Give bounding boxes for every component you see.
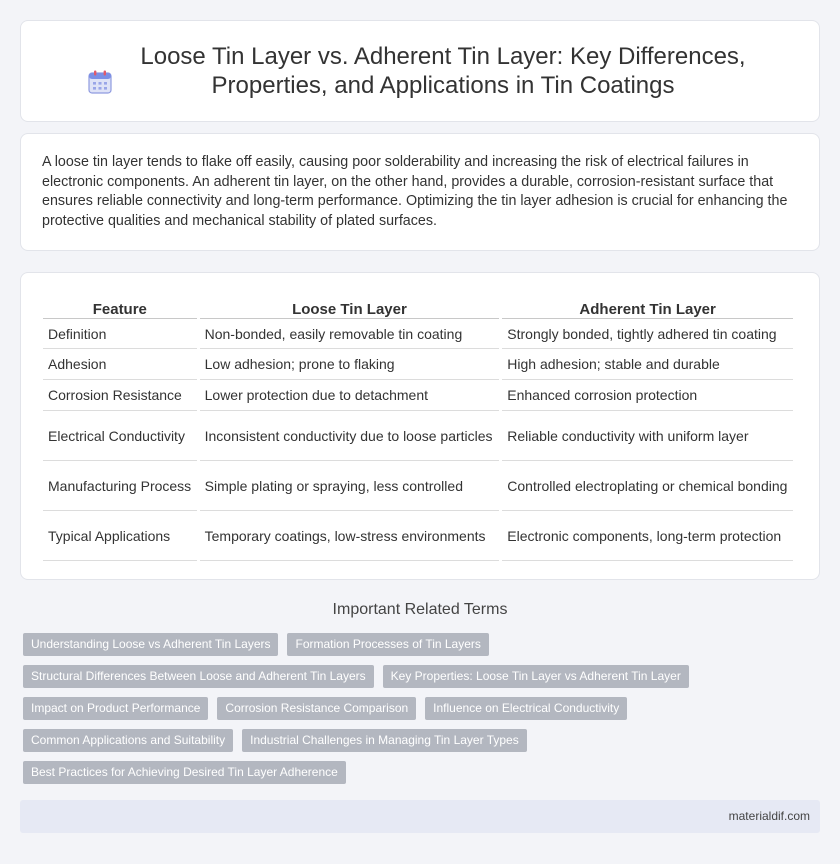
table-cell: Low adhesion; prone to flaking [200, 349, 500, 380]
tag-link[interactable]: Impact on Product Performance [23, 697, 208, 720]
footer [20, 800, 820, 833]
table-row [43, 319, 793, 349]
tag-link[interactable]: Industrial Challenges in Managing Tin Layer Types [242, 729, 527, 752]
tag-link[interactable]: Influence on Electrical Conductivity [425, 697, 627, 720]
tag-row [23, 697, 813, 720]
tag-link[interactable]: Formation Processes of Tin Layers [287, 633, 488, 656]
table-cell: Electronic components, long-term protection [502, 511, 793, 561]
table-cell: Lower protection due to detachment [200, 380, 500, 411]
table-cell: Simple plating or spraying, less controlled [200, 461, 500, 511]
table-cell: Adhesion [43, 349, 197, 380]
table-cell: Typical Applications [43, 511, 197, 561]
table-row [43, 461, 793, 511]
footer-site[interactable]: materialdif.com [728, 809, 810, 823]
table-cell: Controlled electroplating or chemical bonding [502, 461, 793, 511]
table-cell: Non-bonded, easily removable tin coating [200, 319, 500, 349]
title-wrap [87, 42, 753, 100]
table-cell: Enhanced corrosion protection [502, 380, 793, 411]
header-adherent: Adherent Tin Layer [502, 293, 793, 319]
table-card [20, 272, 820, 580]
table-row [43, 380, 793, 411]
calendar-icon [87, 69, 113, 95]
tag-link[interactable]: Structural Differences Between Loose and Adherent Tin Layers [23, 665, 374, 688]
tag-row [23, 665, 813, 688]
title-card [20, 20, 820, 122]
related-terms-title: Important Related Terms [332, 601, 508, 618]
tag-link[interactable]: Understanding Loose vs Adherent Tin Layers [23, 633, 278, 656]
table-row [43, 511, 793, 561]
table-cell: Definition [43, 319, 197, 349]
table-row [43, 349, 793, 380]
table-cell: Reliable conductivity with uniform layer [502, 411, 793, 461]
tag-row [23, 633, 813, 656]
tag-link[interactable]: Common Applications and Suitability [23, 729, 233, 752]
table-header-row [43, 293, 793, 319]
header-feature: Feature [43, 293, 197, 319]
table-cell: Corrosion Resistance [43, 380, 197, 411]
table-cell: Electrical Conductivity [43, 411, 197, 461]
header-loose: Loose Tin Layer [200, 293, 500, 319]
tag-row [23, 761, 813, 784]
intro-text: A loose tin layer tends to flake off easily, causing poor solderability and increasing the risk of electrical failures in electronic components. An adherent tin layer, on the other hand, provides a durable, corrosion-resistant surface that ensures reliable connectivity and long-term performance. Optimizing the tin layer adhesion is crucial for enhancing the protective qualities and mechanical stability of plated surfaces. [42, 154, 788, 229]
table-cell: Strongly bonded, tightly adhered tin coating [502, 319, 793, 349]
tag-link[interactable]: Best Practices for Achieving Desired Tin Layer Adherence [23, 761, 346, 784]
table-row [43, 411, 793, 461]
page-title: Loose Tin Layer vs. Adherent Tin Layer: Key Differences, Properties, and Applications in Tin Coatings [140, 43, 746, 99]
table-cell: Temporary coatings, low-stress environments [200, 511, 500, 561]
comparison-table [40, 293, 796, 561]
tag-row [23, 729, 813, 752]
tag-link[interactable]: Corrosion Resistance Comparison [217, 697, 416, 720]
tag-link[interactable]: Key Properties: Loose Tin Layer vs Adherent Tin Layer [383, 665, 689, 688]
table-cell: Manufacturing Process [43, 461, 197, 511]
intro-card [20, 133, 820, 251]
table-cell: High adhesion; stable and durable [502, 349, 793, 380]
table-cell: Inconsistent conductivity due to loose particles [200, 411, 500, 461]
related-tags [23, 633, 813, 793]
